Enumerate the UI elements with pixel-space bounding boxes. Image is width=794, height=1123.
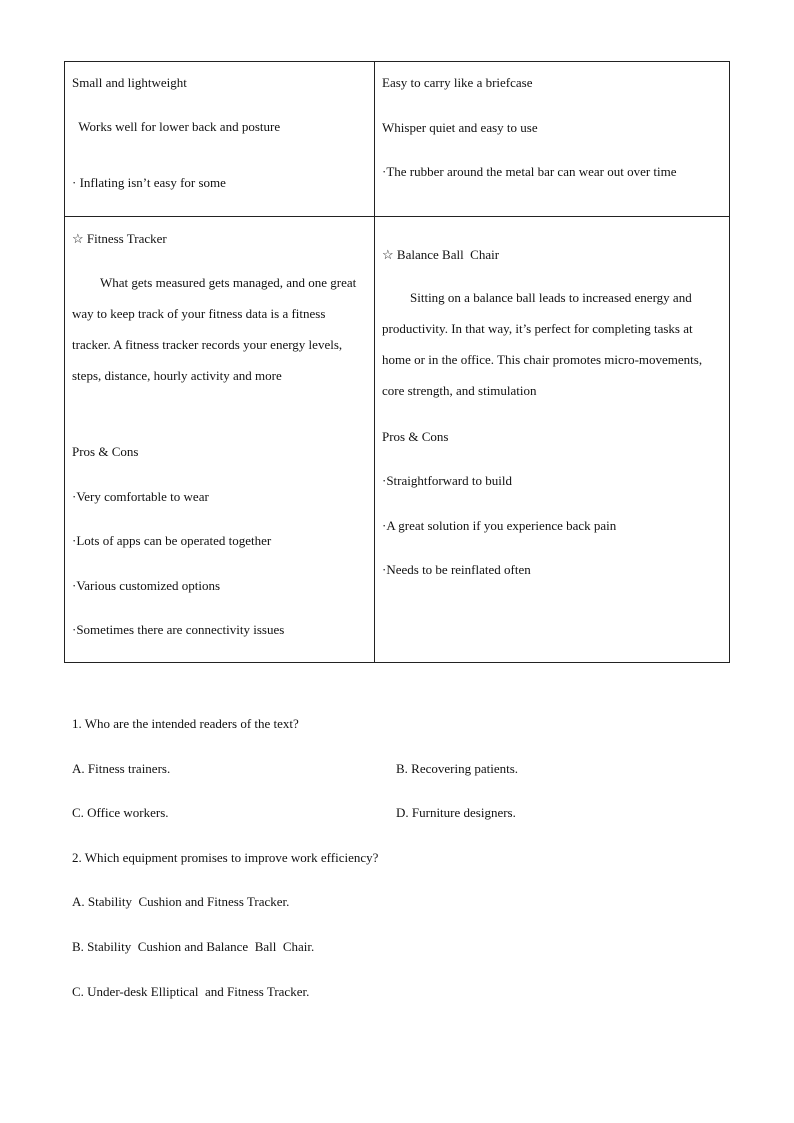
- balance-ball-chair-point: ·A great solution if you experience back pain: [382, 518, 617, 533]
- question-1-text: 1. Who are the intended readers of the text?: [72, 716, 299, 731]
- row1-left-line-3: · Inflating isn’t easy for some: [72, 175, 226, 190]
- question-2-text: 2. Which equipment promises to improve work efficiency?: [72, 850, 379, 865]
- balance-ball-chair-pros-cons-label: Pros & Cons: [382, 429, 449, 444]
- fitness-tracker-point: ·Lots of apps can be operated together: [72, 533, 272, 548]
- question-2-option-b: B. Stability Cushion and Balance Ball Chair.: [72, 939, 315, 954]
- table-column-divider: [374, 62, 375, 662]
- question-1-option-c: C. Office workers.: [72, 805, 169, 820]
- balance-ball-chair-point: ·Straightforward to build: [382, 473, 512, 488]
- question-1-option-d: D. Furniture designers.: [396, 805, 516, 820]
- row1-left-line-1: Small and lightweight: [72, 75, 187, 90]
- balance-ball-chair-point: ·Needs to be reinflated often: [382, 562, 531, 577]
- row1-right-line-3: ·The rubber around the metal bar can wear out over time: [382, 164, 677, 179]
- fitness-tracker-point: ·Very comfortable to wear: [72, 489, 209, 504]
- question-1-option-b: B. Recovering patients.: [396, 761, 519, 776]
- fitness-tracker-point: ·Sometimes there are connectivity issues: [72, 622, 285, 637]
- question-1-option-a: A. Fitness trainers.: [72, 761, 171, 776]
- fitness-tracker-pros-cons-label: Pros & Cons: [72, 444, 139, 459]
- fitness-tracker-heading: ☆ Fitness Tracker: [72, 231, 167, 246]
- question-2-option-c: C. Under-desk Elliptical and Fitness Tracker.: [72, 984, 310, 999]
- table-row-divider: [65, 216, 729, 217]
- row1-right-line-1: Easy to carry like a briefcase: [382, 75, 533, 90]
- row1-right-line-2: Whisper quiet and easy to use: [382, 120, 538, 135]
- question-2-option-a: A. Stability Cushion and Fitness Tracker.: [72, 894, 290, 909]
- balance-ball-chair-description: Sitting on a balance ball leads to increased energy and productivity. In that way, it’s perfect for completing tasks at home or in the office. This chair promotes micro-movements, core strength, and stimulation: [382, 290, 703, 398]
- comparison-table: [64, 61, 730, 663]
- fitness-tracker-description: What gets measured gets managed, and one great way to keep track of your fitness data is a fitness tracker. A fitness tracker records your energy levels, steps, distance, hourly activity and more: [72, 275, 357, 383]
- row1-left-line-2: Works well for lower back and posture: [72, 119, 281, 134]
- balance-ball-chair-heading: ☆ Balance Ball Chair: [382, 247, 500, 262]
- fitness-tracker-point: ·Various customized options: [72, 578, 221, 593]
